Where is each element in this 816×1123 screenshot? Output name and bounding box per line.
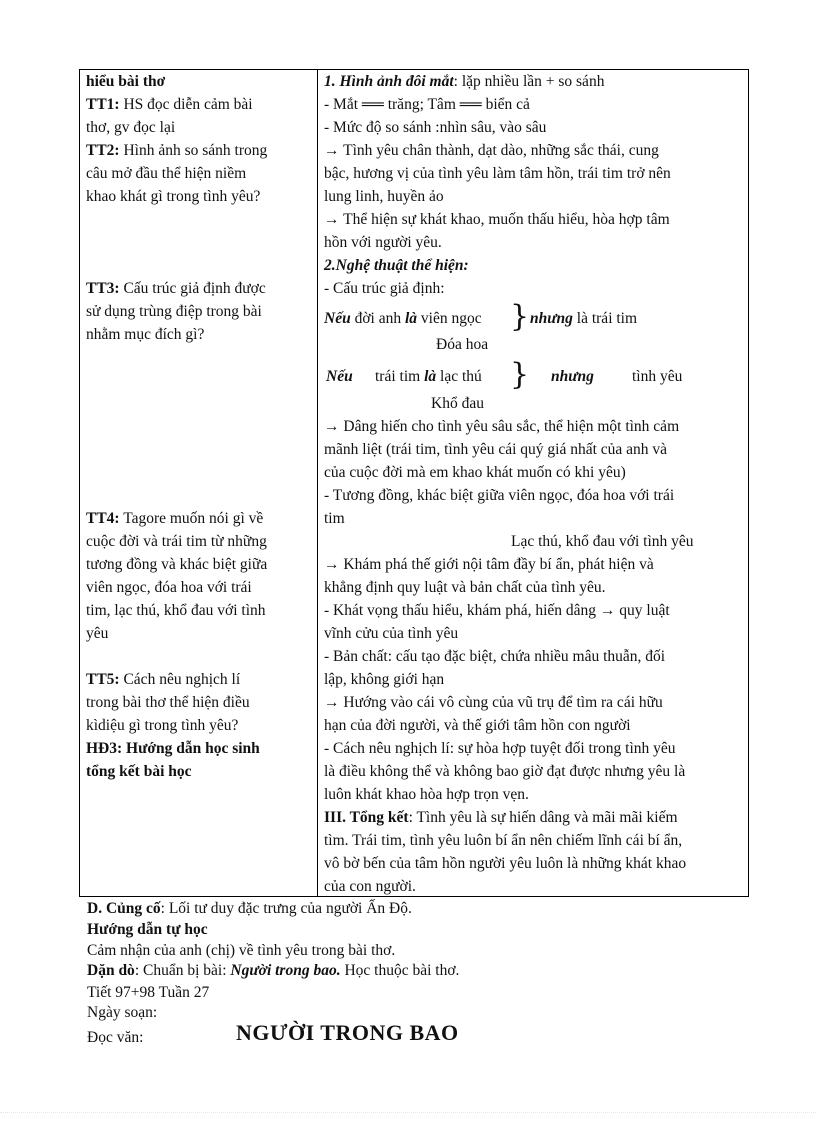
r9-line1: - Khát vọng thấu hiểu, khám phá, hiến dâng → quy luật	[324, 602, 670, 619]
r6-line1: → Dâng hiến cho tình yêu sâu sắc, thể hiện một tình cảm	[324, 418, 680, 435]
section1-heading: 1. Hình ảnh đôi mắt: lặp nhiều lần + so sánh	[324, 73, 605, 90]
p1-left: Nếu đời anh là viên ngọc	[324, 310, 482, 327]
hd3-line2: tổng kết bài học	[86, 763, 192, 780]
r13-line3: của con người.	[324, 878, 416, 895]
huong-dan-heading: Hướng dẫn tự học	[87, 921, 208, 938]
r7b: Lạc thú, khổ đau với tình yêu	[511, 533, 694, 550]
page-footer-rule	[0, 1112, 816, 1113]
column-divider	[317, 70, 318, 896]
tt2-line3: khao khát gì trong tình yêu?	[86, 188, 261, 205]
r4-line1: → Thể hiện sự khát khao, muốn thấu hiểu, hòa hợp tâm	[324, 211, 670, 228]
r2: - Mức độ so sánh :nhìn sâu, vào sâu	[324, 119, 547, 136]
p1-below: Đóa hoa	[436, 336, 489, 353]
r7-line2: tim	[324, 510, 345, 527]
tt4-line4: viên ngọc, đóa hoa với trái	[86, 579, 252, 596]
r7-line1: - Tương đồng, khác biệt giữa viên ngọc, đóa hoa với trái	[324, 487, 675, 504]
tt2-line2: câu mở đầu thể hiện niềm	[86, 165, 247, 182]
brace-2: }	[510, 357, 530, 392]
r5: - Cấu trúc giả định:	[324, 280, 445, 297]
tiet-line: Tiết 97+98 Tuần 27	[87, 984, 210, 1001]
r11-line1: → Hướng vào cái vô cùng của vũ trụ để tìm ra cái hữu	[324, 694, 663, 711]
ngay-soan-line: Ngày soạn:	[87, 1004, 158, 1021]
r6-line2: mãnh liệt (trái tim, tình yêu cái quý giá nhất của anh và	[324, 441, 668, 458]
tt5-line1: TT5: Cách nêu nghịch lí	[86, 671, 241, 688]
r13-line1: tìm. Trái tim, tình yêu luôn bí ẩn nên chiếm lĩnh cái bí ẩn,	[324, 832, 683, 849]
r1: - Mắt ══ trăng; Tâm ══ biển cả	[324, 96, 530, 113]
tt4-line2: cuộc đời và trái tim từ những	[86, 533, 267, 550]
cung-co-line: D. Củng cố: Lối tư duy đặc trưng của người Ấn Độ.	[87, 900, 412, 917]
tt5-line2: trong bài thơ thể hiện điều	[86, 694, 250, 711]
r11-line2: hạn của đời người, và thế giới tâm hồn con người	[324, 717, 631, 734]
tt4-line3: tương đồng và khác biệt giữa	[86, 556, 268, 573]
left-heading: hiểu bài thơ	[86, 73, 166, 90]
tt3-line2: sử dụng trùng điệp trong bài	[86, 303, 262, 320]
tt3-line3: nhằm mục đích gì?	[86, 326, 205, 343]
tt1-line2: thơ, gv đọc lại	[86, 119, 176, 136]
r10-line1: - Bản chất: cấu tạo đặc biệt, chứa nhiều mâu thuẫn, đối	[324, 648, 666, 665]
tt4-line1: TT4: Tagore muốn nói gì về	[86, 510, 264, 527]
p2-left: trái tim là lạc thú	[375, 368, 482, 385]
r3-line1: → Tình yêu chân thành, dạt dào, những sắc thái, cung	[324, 142, 659, 159]
page-title: NGƯỜI TRONG BAO	[236, 1020, 459, 1045]
tt4-line5: tim, lạc thú, khổ đau với tình	[86, 602, 266, 619]
tt4-line6: yêu	[86, 625, 109, 642]
huong-dan-text: Cảm nhận của anh (chị) về tình yêu trong bài thơ.	[87, 942, 396, 959]
r3-line3: lung linh, huyền ảo	[324, 188, 444, 205]
r13-line2: vô bờ bến của tâm hồn người yêu luôn là những khát khao	[324, 855, 687, 872]
lesson-table	[79, 69, 749, 897]
r9-line2: vĩnh cửu của tình yêu	[324, 625, 459, 642]
r12-line2: là điều không thể và không bao giờ đạt được nhưng yêu là	[324, 763, 686, 780]
r12-line1: - Cách nêu nghịch lí: sự hòa hợp tuyệt đối trong tình yêu	[324, 740, 676, 757]
p2-below: Khổ đau	[431, 395, 484, 412]
r3-line2: bậc, hương vị của tình yêu làm tâm hồn, trái tim trở nên	[324, 165, 671, 182]
p2-right: tình yêu	[632, 368, 683, 385]
brace-1: }	[510, 299, 530, 334]
r4-line2: hồn với người yêu.	[324, 234, 442, 251]
tt2-line1: TT2: Hình ảnh so sánh trong	[86, 142, 268, 159]
r6-line3: của cuộc đời mà em khao khát muốn có khi yêu)	[324, 464, 626, 481]
tt5-line3: kìdiệu gì trong tình yêu?	[86, 717, 239, 734]
r8-line1: → Khám phá thế giới nội tâm đầy bí ẩn, phát hiện và	[324, 556, 654, 573]
section3-heading: III. Tổng kết: Tình yêu là sự hiến dâng và mãi mãi kiếm	[324, 809, 678, 826]
p1-right: nhưng là trái tim	[530, 310, 638, 327]
r8-line2: khẳng định quy luật và bản chất của tình yêu.	[324, 579, 606, 596]
hd3-line1: HĐ3: Hướng dẫn học sinh	[86, 740, 260, 757]
tt1-line1: TT1: HS đọc diễn cảm bài	[86, 96, 253, 113]
p2-nhung: nhưng	[551, 368, 594, 385]
r10-line2: lập, không giới hạn	[324, 671, 445, 688]
tt3-line1: TT3: Cấu trúc giả định được	[86, 280, 266, 297]
doc-van-label: Đọc văn:	[87, 1029, 144, 1046]
r12-line3: luôn khát khao hòa hợp trọn vẹn.	[324, 786, 529, 803]
section2-heading: 2.Nghệ thuật thể hiện:	[324, 257, 469, 274]
p2-neu: Nếu	[326, 368, 353, 385]
dan-do-line: Dặn dò: Chuẩn bị bài: Người trong bao. Học thuộc bài thơ.	[87, 962, 460, 979]
